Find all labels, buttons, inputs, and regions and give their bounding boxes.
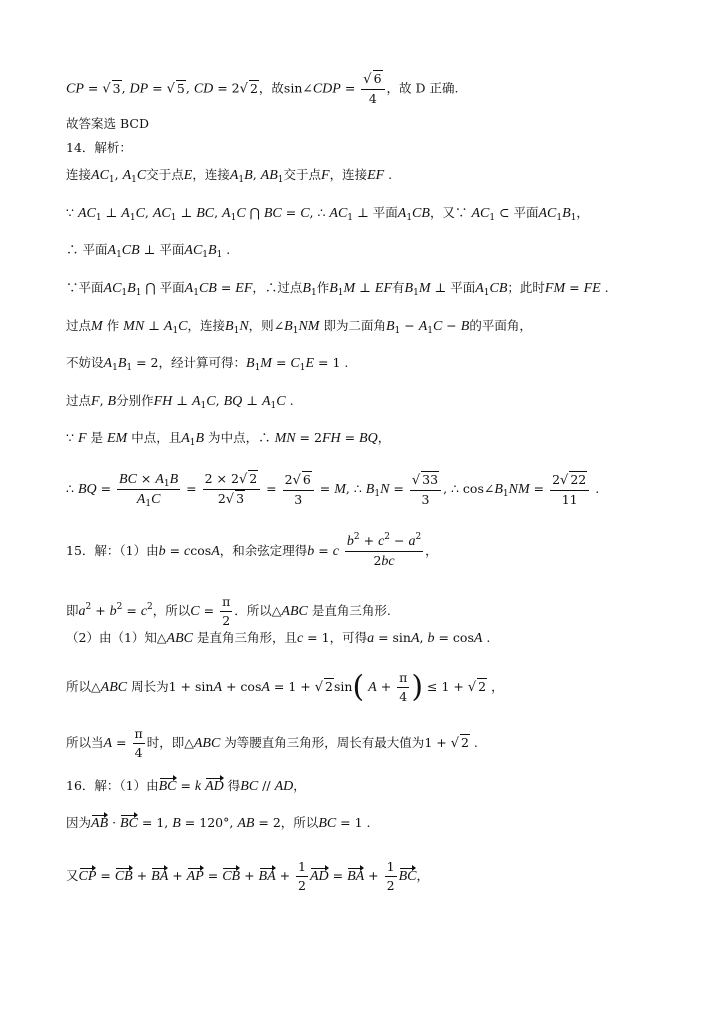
line-connect: 连接$AC_1$, $A_1C$交于点E，连接$A_1B$, $AB_1$交于点F，连接EF . [66,167,393,185]
problem-15-line1: 15．解：（1）由b = ccosA，和余弦定理得b = c $\frac{b^2 + c^2 - a^2}{2bc}$ ， [66,532,438,569]
line-therefore-plane: ∴ 平面$A_1CB$ ⊥ 平面$AC_1B_1$ . [66,242,231,260]
line-assume: 不妨设$A_1B_1 = 2$，经计算可得：$B_1M = C_1E = 1$ . [66,355,349,373]
line-perpendiculars: 过点F, B分别作FH ⊥ $A_1C$, BQ ⊥ $A_1C$ . [66,393,294,411]
problem-15-line2: 即$a^2 + b^2 = c^2$，所以C = $\frac{\pi}{2}$ ．所以△ABC 是直角三角形. [66,594,391,628]
fraction-sqrt6-over-4: $\frac{√ 6}{4}$ [361,70,384,108]
line-bq-calc: ∴ BQ = $\frac{BC \times A_1B}{A_1C}$ = $\frac{2 \times 2√ 2}{2√ 3}$ = $\frac{2√ 6}{3}$ = M, ∴ $B_1N$ = $\frac{√ 33}{3}$ , ∴ $\cos\angle B_1NM$ = $\frac{2√ 22}{11}$ . [66,471,600,509]
problem-15-perimeter: 所以△ABC 周长为1 + sinA + cosA = 1 + √ 2sin( A + $\frac{\pi}{4}$ ) ≤ 1 + √ 2 ， [66,669,504,705]
problem-16-line3: 又CP = CB + BA + AP = CB + BA + $\frac{1}{2}$ AD = BA + $\frac{1}{2}$ BC， [66,859,429,893]
line-dihedral-angle: 过点M 作 MN ⊥ $A_1C$，连接$B_1N$，则$\angle B_1NM$ 即为二面角$B_1 - A_1C - B$的平面角， [66,318,532,336]
problem-16-line1: 16．解：（1）由BC = k AD 得BC // AD， [66,778,306,794]
line-plane-intersection: ∵平面$AC_1B_1$ ⋂ 平面$A_1CB$ = EF，∴过点$B_1$作$B_1M$ ⊥ EF有$B_1M$ ⊥ 平面$A_1CB$；此时FM = FE . [66,280,609,298]
problem-16-line2: 因为AB · BC = 1, B = 120°, AB = 2，所以BC = 1 . [66,815,371,831]
line-midpoints: ∵ F 是 EM 中点，且$A_1B$ 为中点，∴ MN = 2FH = BQ， [66,430,391,448]
answer-line: 故答案选 BCD [66,116,149,131]
line-because-perp: ∵ $AC_1$ ⊥ $A_1C$, $AC_1$ ⊥ BC, $A_1C$ ⋂ BC = C, ∴ $AC_1$ ⊥ 平面$A_1CB$，又∵ $AC_1$ ⊂ 平面$AC_1B_1$， [66,205,589,223]
problem-14-heading: 14．解析： [66,140,132,155]
problem-15-max: 所以当A = $\frac{\pi}{4}$ 时，即△ABC 为等腰直角三角形，周长有最大值为1 + √ 2 . [66,726,478,760]
line-cp-dp-cd: CP = √ 3, DP = √ 5, CD = 2√ 2，故sin∠CDP = $\frac{√ 6}{4}$ ，故 D 正确. [66,71,459,106]
problem-15-part2: （2）由（1）知△ABC 是直角三角形，且c = 1，可得a = sinA, b = cosA . [66,630,491,646]
